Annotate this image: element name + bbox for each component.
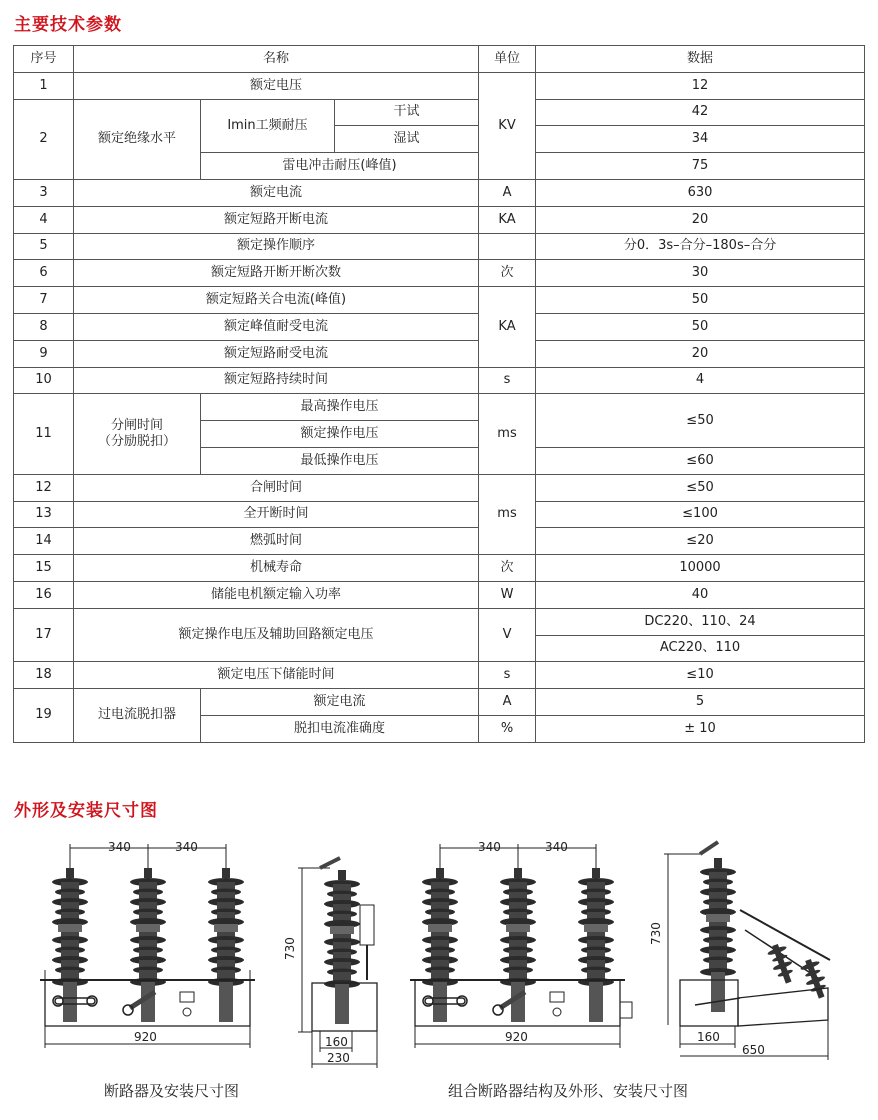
drawing-combined-front-view xyxy=(410,844,632,1048)
row-no: 16 xyxy=(14,581,74,608)
table-row xyxy=(14,233,865,260)
row-subname: 最低操作电压 xyxy=(201,447,479,474)
row-value: 630 xyxy=(536,179,865,206)
spec-table xyxy=(13,45,865,743)
row-no: 12 xyxy=(14,474,74,501)
dim-340-right: 340 xyxy=(175,840,198,854)
row-no: 10 xyxy=(14,367,74,394)
row-no: 8 xyxy=(14,313,74,340)
row-no: 19 xyxy=(14,689,74,743)
table-row xyxy=(14,689,865,716)
row-value: 12 xyxy=(536,72,865,99)
row-no: 9 xyxy=(14,340,74,367)
table-row xyxy=(14,555,865,582)
row-name: 额定短路关合电流(峰值) xyxy=(74,287,479,314)
row-no: 6 xyxy=(14,260,74,287)
row-name xyxy=(74,394,201,474)
row-value: 30 xyxy=(536,260,865,287)
row-value: ≤10 xyxy=(536,662,865,689)
dim-920: 920 xyxy=(134,1030,157,1044)
row-value: 50 xyxy=(536,313,865,340)
row-unit: KA xyxy=(479,206,536,233)
row-value: 34 xyxy=(536,126,865,153)
row-name: 额定短路开断电流 xyxy=(74,206,479,233)
header-name: 名称 xyxy=(74,46,479,73)
row-name: 额定操作电压及辅助回路额定电压 xyxy=(74,608,479,662)
row-name: 额定峰值耐受电流 xyxy=(74,313,479,340)
section-title-parameters: 主要技术参数 xyxy=(14,15,122,35)
row-value: 5 xyxy=(536,689,865,716)
row-unit: A xyxy=(479,689,536,716)
row-value: 10000 xyxy=(536,555,865,582)
row-name-line: 分闸时间 xyxy=(110,417,163,433)
row-value: 42 xyxy=(536,99,865,126)
dim-730-combined: 730 xyxy=(649,922,663,945)
header-no: 序号 xyxy=(14,46,74,73)
row-name: 燃弧时间 xyxy=(74,528,479,555)
row-no: 13 xyxy=(14,501,74,528)
row-name: 额定电压下储能时间 xyxy=(74,662,479,689)
dim-160-combined: 160 xyxy=(697,1030,720,1044)
dim-920-combined: 920 xyxy=(505,1030,528,1044)
row-name: 额定短路耐受电流 xyxy=(74,340,479,367)
row-value: ≤60 xyxy=(536,447,865,474)
dim-230: 230 xyxy=(327,1051,350,1065)
row-subname: Imin工频耐压 xyxy=(201,99,335,153)
row-subname: 脱扣电流准确度 xyxy=(201,715,479,742)
table-row xyxy=(14,99,865,126)
row-no: 15 xyxy=(14,555,74,582)
caption-breaker-drawing: 断路器及安装尺寸图 xyxy=(104,1082,240,1100)
table-row xyxy=(14,260,865,287)
row-name: 储能电机额定输入功率 xyxy=(74,581,479,608)
row-value: 4 xyxy=(536,367,865,394)
row-value: ≤50 xyxy=(536,394,865,448)
row-no: 14 xyxy=(14,528,74,555)
row-name: 过电流脱扣器 xyxy=(74,689,201,743)
header-value: 数据 xyxy=(536,46,865,73)
row-name: 合闸时间 xyxy=(74,474,479,501)
row-name-line: （分励脱扣） xyxy=(97,434,176,450)
row-name: 全开断时间 xyxy=(74,501,479,528)
row-subname: 额定电流 xyxy=(201,689,479,716)
table-row xyxy=(14,608,865,635)
section-title-dimensions: 外形及安装尺寸图 xyxy=(14,801,158,821)
row-no: 18 xyxy=(14,662,74,689)
row-name: 额定电流 xyxy=(74,179,479,206)
header-unit: 单位 xyxy=(479,46,536,73)
row-name: 额定绝缘水平 xyxy=(74,99,201,179)
dim-340-left: 340 xyxy=(108,840,131,854)
row-unit: 次 xyxy=(479,260,536,287)
row-no: 1 xyxy=(14,72,74,99)
drawing-combined-side-view xyxy=(664,842,831,1060)
table-row xyxy=(14,528,865,555)
row-value: 40 xyxy=(536,581,865,608)
table-row xyxy=(14,72,865,99)
row-no: 5 xyxy=(14,233,74,260)
row-unit: ms xyxy=(479,474,536,554)
dim-650: 650 xyxy=(742,1043,765,1057)
dim-340-combined-right: 340 xyxy=(545,840,568,854)
row-subname: 额定操作电压 xyxy=(201,421,479,448)
table-row xyxy=(14,501,865,528)
table-header xyxy=(14,46,865,73)
row-value: 20 xyxy=(536,340,865,367)
row-value: 20 xyxy=(536,206,865,233)
row-name: 额定操作顺序 xyxy=(74,233,479,260)
row-unit: KA xyxy=(479,287,536,367)
row-unit: ms xyxy=(479,394,536,474)
dim-160-side: 160 xyxy=(325,1035,348,1049)
row-unit: V xyxy=(479,608,536,662)
row-subname: 湿试 xyxy=(335,126,479,153)
row-no: 7 xyxy=(14,287,74,314)
table-row xyxy=(14,340,865,367)
row-no: 2 xyxy=(14,99,74,179)
dim-730-side: 730 xyxy=(283,937,297,960)
row-unit: s xyxy=(479,662,536,689)
row-value: ± 10 xyxy=(536,715,865,742)
row-unit: W xyxy=(479,581,536,608)
table-row xyxy=(14,313,865,340)
row-no: 4 xyxy=(14,206,74,233)
row-unit: 次 xyxy=(479,555,536,582)
table-row xyxy=(14,287,865,314)
row-name: 额定短路持续时间 xyxy=(74,367,479,394)
table-row xyxy=(14,367,865,394)
row-subname: 干试 xyxy=(335,99,479,126)
table-row xyxy=(14,474,865,501)
row-unit: s xyxy=(479,367,536,394)
row-unit: KV xyxy=(479,72,536,179)
table-row xyxy=(14,581,865,608)
row-subname: 雷电冲击耐压(峰值) xyxy=(201,153,479,180)
row-name: 额定电压 xyxy=(74,72,479,99)
row-no: 17 xyxy=(14,608,74,662)
row-value: DC220、110、24 xyxy=(536,608,865,635)
table-row xyxy=(14,206,865,233)
table-row xyxy=(14,662,865,689)
row-value: 50 xyxy=(536,287,865,314)
row-value: ≤100 xyxy=(536,501,865,528)
drawing-front-view xyxy=(40,844,255,1048)
dim-340-combined-left: 340 xyxy=(478,840,501,854)
row-value: ≤20 xyxy=(536,528,865,555)
row-no: 3 xyxy=(14,179,74,206)
caption-combined-drawing: 组合断路器结构及外形、安装尺寸图 xyxy=(448,1082,689,1100)
row-unit xyxy=(479,233,536,260)
dimension-drawings xyxy=(0,820,878,1120)
row-subname: 最高操作电压 xyxy=(201,394,479,421)
row-name: 额定短路开断开断次数 xyxy=(74,260,479,287)
row-value: 分0．3s–合分–180s–合分 xyxy=(536,233,865,260)
table-row xyxy=(14,179,865,206)
row-unit: A xyxy=(479,179,536,206)
row-value: AC220、110 xyxy=(536,635,865,662)
row-unit: % xyxy=(479,715,536,742)
row-value: 75 xyxy=(536,153,865,180)
table-row xyxy=(14,394,865,421)
row-no: 11 xyxy=(14,394,74,474)
row-name: 机械寿命 xyxy=(74,555,479,582)
row-value: ≤50 xyxy=(536,474,865,501)
